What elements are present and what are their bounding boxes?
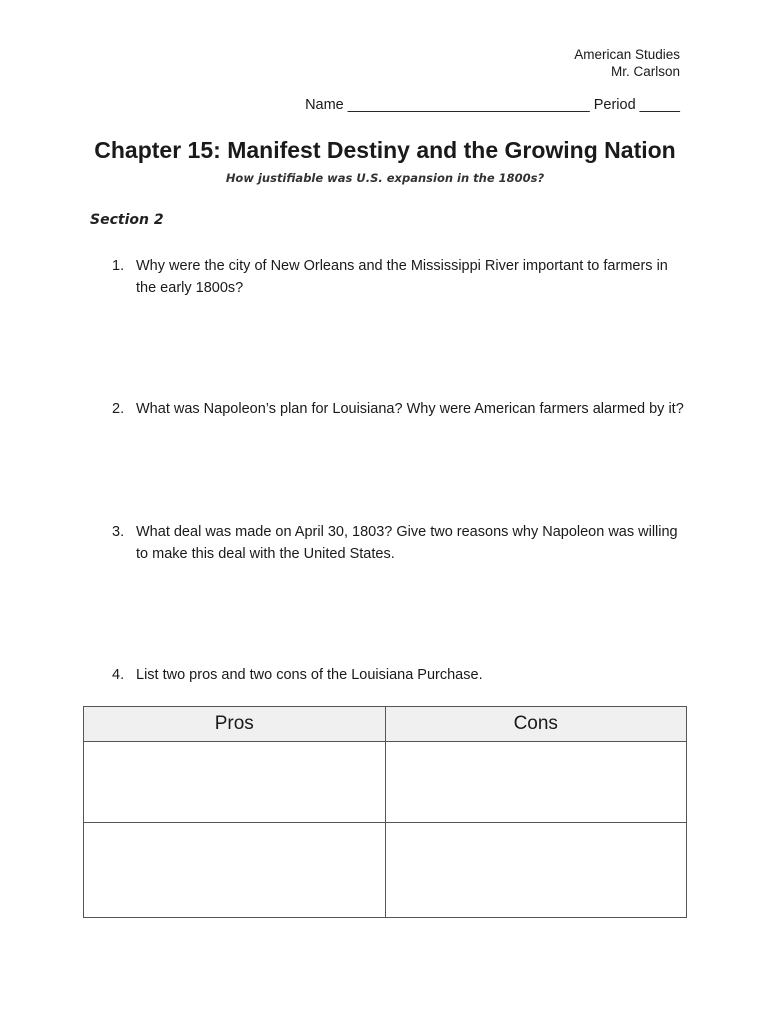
table-row	[84, 823, 687, 918]
table-row	[84, 742, 687, 823]
question-text: What was Napoleon’s plan for Louisiana? Why were American farmers alarmed by it?	[136, 401, 684, 417]
course-name: American Studies	[574, 47, 680, 62]
page-title: Chapter 15: Manifest Destiny and the Growing Nation	[94, 137, 676, 163]
pros-cons-table	[83, 706, 687, 918]
teacher-name: Mr. Carlson	[610, 64, 680, 79]
question-text: Why were the city of New Orleans and the Mississippi River important to farmers in the early 1800s?	[136, 258, 668, 296]
name-period-line[interactable]: Name ______________________________ Period _____	[305, 97, 680, 113]
course-info	[574, 46, 680, 80]
table-header-row	[84, 707, 687, 742]
question-number: 1.	[112, 258, 125, 274]
question-number: 2.	[112, 401, 125, 417]
question-1	[112, 256, 692, 299]
question-number: 4.	[112, 667, 125, 683]
question-number: 3.	[112, 524, 125, 540]
question-4	[112, 665, 692, 687]
question-3	[112, 522, 692, 565]
cons-header: Cons	[385, 707, 687, 742]
cons-answer-cell[interactable]	[385, 823, 687, 918]
question-text: What deal was made on April 30, 1803? Give two reasons why Napoleon was willing to make this deal with the United States.	[136, 524, 678, 562]
cons-answer-cell[interactable]	[385, 742, 687, 823]
question-2	[112, 399, 692, 421]
question-text: List two pros and two cons of the Louisiana Purchase.	[136, 667, 483, 683]
pros-answer-cell[interactable]	[84, 742, 386, 823]
pros-answer-cell[interactable]	[84, 823, 386, 918]
page-subtitle: How justifiable was U.S. expansion in the 1800s?	[225, 171, 545, 185]
section-heading: Section 2	[90, 212, 164, 228]
pros-header: Pros	[84, 707, 386, 742]
